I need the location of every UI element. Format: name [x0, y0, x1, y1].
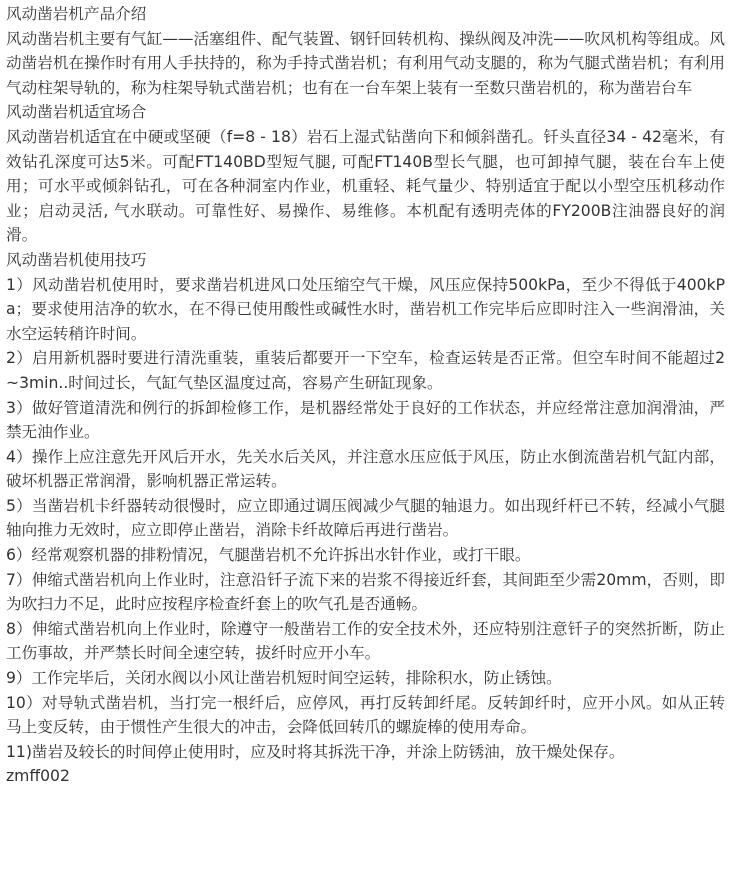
tip-item-11: 11)凿岩及较长的时间停止使用时，应及时将其拆洗干净，并涂上防锈油，放干燥处保存。 — [6, 742, 625, 761]
section-heading-suitable-use: 风动凿岩机适宜场合 — [6, 103, 147, 122]
article-code: zmff002 — [6, 767, 70, 786]
tip-item-8: 8）伸缩式凿岩机向上作业时，除遵守一般凿岩工作的安全技术外，还应特别注意钎子的突然折断，防止工伤事故，并严禁长时间全速空转，拔纤时应开小车。 — [6, 619, 725, 663]
tip-item-3: 3）做好管道清洗和例行的拆卸检修工作，是机器经常处于良好的工作状态，并应经常注意加润滑油，严禁无油作业。 — [6, 398, 725, 442]
paragraph-product-intro: 风动凿岩机主要有气缸——活塞组件、配气装置、钢钎回转机构、操纵阀及冲洗——吹风机构等组成。风动凿岩机在操作时有用人手扶持的，称为手持式凿岩机；有利用气动支腿的，称为气腿式凿岩机；有利用气动柱架导轨的，称为柱架导轨式凿岩机；也有在一台车架上装有一至数只凿岩机的，称为凿岩台车 — [6, 29, 725, 97]
tip-item-1: 1）风动凿岩机使用时，要求凿岩机进风口处压缩空气干燥，风压应保持500kPa，至少不得低于400kPa；要求使用洁净的软水，在不得已使用酸性或碱性水时，凿岩机工作完毕后应即时注入一些润滑油，关水空运转稍许时间。 — [6, 275, 725, 343]
tip-item-5: 5）当凿岩机卡纤器转动很慢时，应立即通过调压阀减少气腿的轴退力。如出现纤杆已不转，经减小气腿轴向推力无效时，应立即停止凿岩，消除卡纤故障后再进行凿岩。 — [6, 496, 725, 540]
tip-item-6: 6）经常观察机器的排粉情况，气腿凿岩机不允许拆出水针作业，或打干眼。 — [6, 546, 531, 565]
tip-item-10: 10）对导轨式凿岩机，当打完一根纤后，应停风，再打反转卸纤尾。反转卸纤时，应开小风。如从正转马上变反转，由于惯性产生很大的冲击，会降低回转爪的螺旋棒的使用寿命。 — [6, 693, 725, 737]
tip-item-2: 2）启用新机器时要进行清洗重装，重装后都要开一下空车，检查运转是否正常。但空车时间不能超过2~3min..时间过长，气缸气垫区温度过高，容易产生研缸现象。 — [6, 349, 725, 392]
tip-item-7: 7）伸缩式凿岩机向上作业时，注意沿钎子流下来的岩浆不得接近纤套，其间距至少需20mm，否则，即为吹扫力不足，此时应按程序检查纤套上的吹气孔是否通畅。 — [6, 570, 725, 614]
tip-item-9: 9）工作完毕后，关闭水阀以小风让凿岩机短时间空运转，排除积水，防止锈蚀。 — [6, 669, 562, 688]
section-heading-usage-tips: 风动凿岩机使用技巧 — [6, 250, 147, 269]
paragraph-suitable-use: 风动凿岩机适宜在中硬或坚硬（f=8 - 18）岩石上湿式钻凿向下和倾斜凿孔。钎头直径34 - 42毫米，有效钻孔深度可达5米。可配FT140BD型短气腿, 可配FT140B型长气腿，也可卸掉气腿，装在台车上使用；可水平或倾斜钻孔，可在各种洞室内作业，机重轻、耗气量少、特别适宜于配以小型空压机移动作业；启动灵活, 气水联动。可靠性好、易操作、易维修。本机配有透明壳体的FY200B注油器良好的润滑。 — [6, 127, 725, 245]
section-heading-product-intro: 风动凿岩机产品介绍 — [6, 5, 147, 23]
tip-item-4: 4）操作上应注意先开风后开水，先关水后关风，并注意水压应低于风压，防止水倒流凿岩机气缸内部，破坏机器正常润滑，影响机器正常运转。 — [6, 447, 725, 491]
